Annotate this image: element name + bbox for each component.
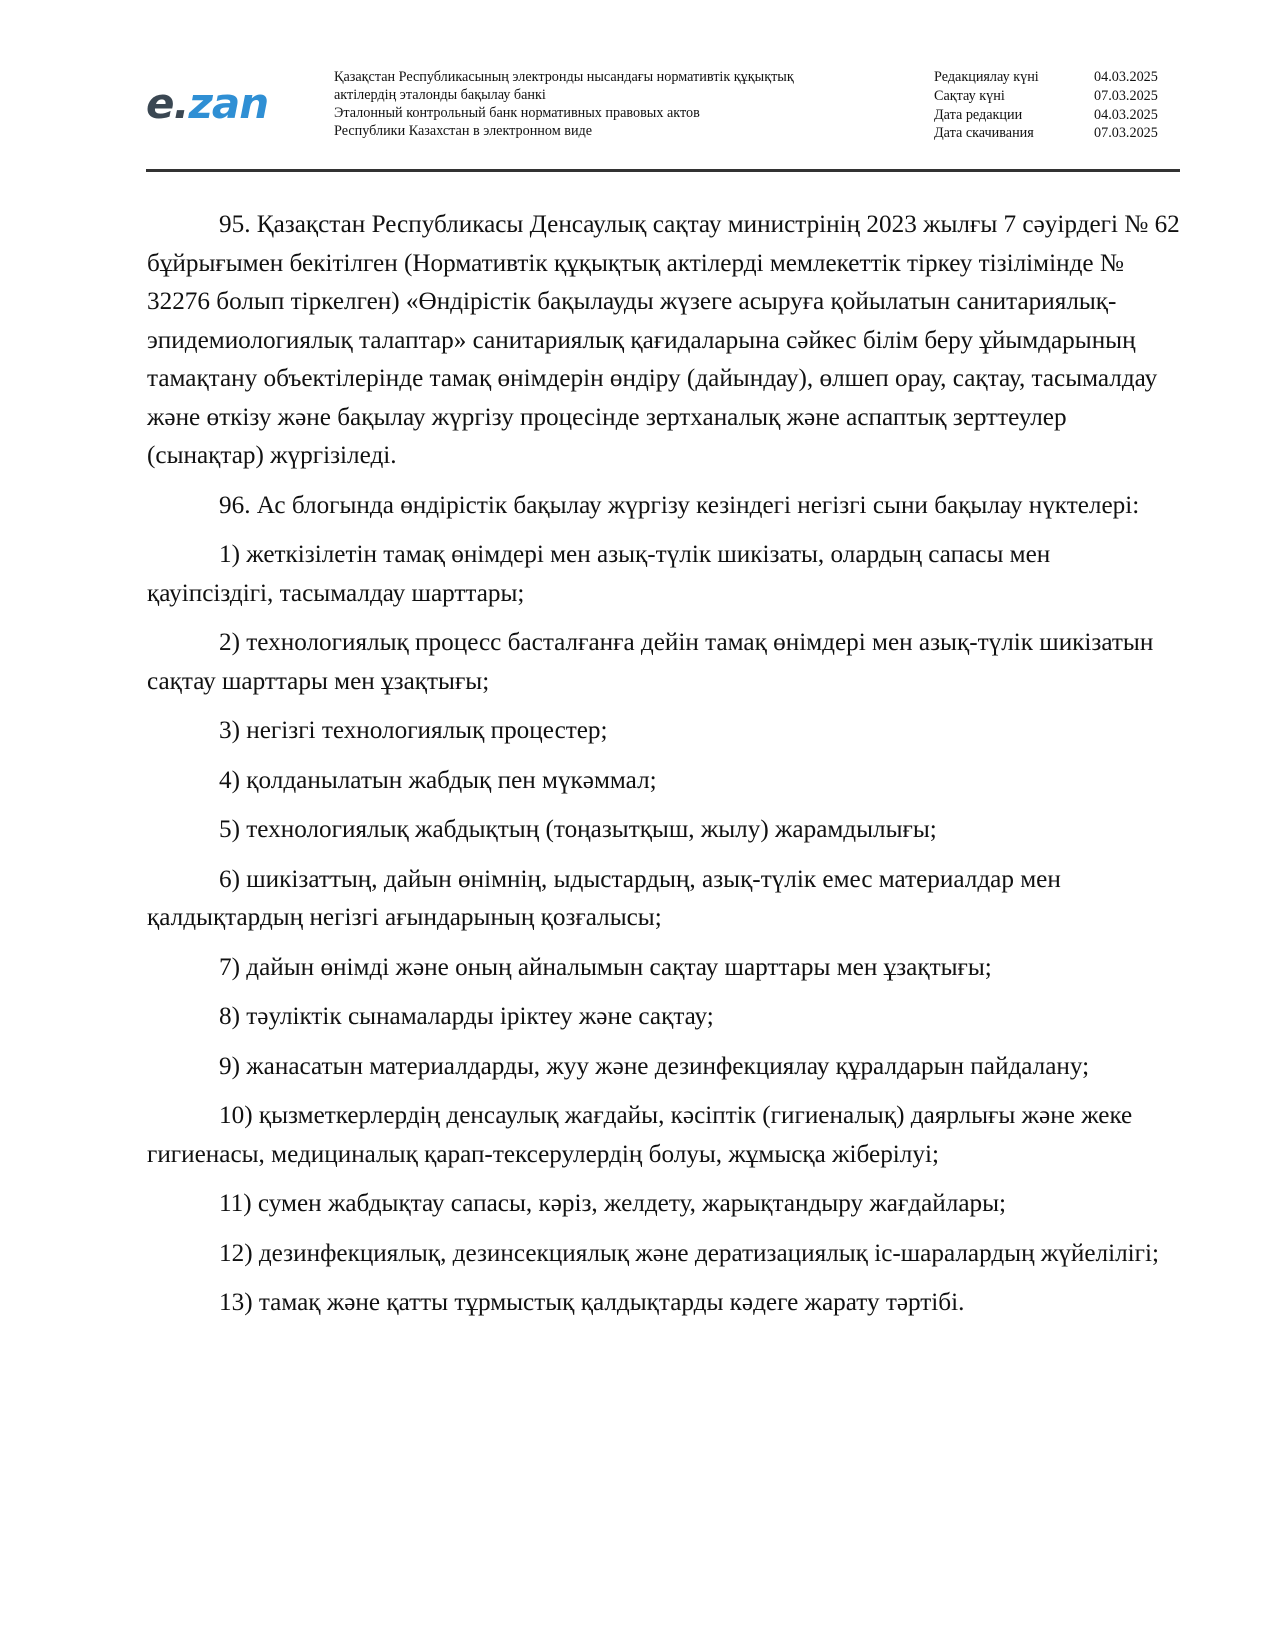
download-date-ru-row bbox=[934, 124, 1180, 143]
list-item-12: 12) дезинфекциялық, дезинсекциялық және дератизациялық іс-шаралардың жүйелілігі; bbox=[219, 1239, 1159, 1267]
edit-date-kz-row bbox=[934, 68, 1180, 87]
logo-text bbox=[146, 79, 268, 128]
ezan-logo bbox=[146, 76, 296, 128]
list-item-9: 9) жанасатын материалдарды, жуу және дезинфекциялау құралдарын пайдалану; bbox=[219, 1052, 1090, 1080]
document-header bbox=[146, 64, 1180, 172]
meta-value: 07.03.2025 bbox=[1094, 87, 1158, 104]
list-item-11: 11) сумен жабдықтау сапасы, кәріз, желдету, жарықтандыру жағдайлары; bbox=[219, 1190, 1007, 1217]
meta-label: Дата скачивания bbox=[934, 125, 1034, 142]
meta-value: 07.03.2025 bbox=[1094, 125, 1158, 142]
meta-label: Сақтау күні bbox=[934, 87, 1005, 104]
paragraph-95: 95. Қазақстан Республикасы Денсаулық сақтау министрінің 2023 жылғы 7 сәуірдегі № 62 бұйрығымен бекітілген (Нормативтік құқықтық актілерді мемлекеттік тіркеу тізілімінде № 32276 болып тіркелген) «Өндірістік бақылауды жүзеге асыруға қойылатын санитариялық-эпидемиологиялық талаптар» санитариялық қағидаларына сәйкес білім беру ұйымдарының тамақтану объектілерінде тамақ өнімдерін өндіру (дайындау), өлшеп орау, сақтау, тасымалдау және өткізу және бақылау жүргізу процесінде зертханалық және аспаптық зерттеулер (сынақтар) жүргізіледі. bbox=[147, 211, 1180, 469]
document-body bbox=[147, 206, 1180, 1334]
meta-value: 04.03.2025 bbox=[1094, 106, 1158, 123]
list-item-8: 8) тәуліктік сынамаларды іріктеу және сақтау; bbox=[219, 1003, 714, 1030]
list-item-3: 3) негізгі технологиялық процестер; bbox=[219, 717, 608, 744]
logo-text-zan: zan bbox=[188, 79, 269, 128]
header-divider bbox=[146, 169, 1180, 172]
header-line: Қазақстан Республикасының электронды нысандағы нормативтік құқықтық bbox=[334, 69, 794, 85]
list-item-10: 10) қызметкерлердің денсаулық жағдайы, кәсіптік (гигиеналық) даярлығы және жеке гигиенасы, медициналық қарап-тексерулердің болуы, жұмысқа жіберілуі; bbox=[147, 1102, 1133, 1168]
list-item-2: 2) технологиялық процесс басталғанға дейін тамақ өнімдері мен азық-түлік шикізатын сақтау шарттары мен ұзақтығы; bbox=[147, 629, 1154, 695]
meta-label: Редакциялау күні bbox=[934, 69, 1039, 85]
list-item-5: 5) технологиялық жабдықтың (тоңазытқыш, жылу) жарамдылығы; bbox=[219, 816, 937, 843]
list-item-7: 7) дайын өнімді және оның айналымын сақтау шарттары мен ұзақтығы; bbox=[219, 953, 992, 981]
header-line: актілердің эталонды бақылау банкі bbox=[334, 87, 546, 103]
edit-date-ru-row bbox=[934, 106, 1180, 125]
list-item-13: 13) тамақ және қатты тұрмыстық қалдықтарды кәдеге жарату тәртібі. bbox=[219, 1289, 965, 1316]
list-item-6: 6) шикізаттың, дайын өнімнің, ыдыстардың, азық-түлік емес материалдар мен қалдықтардың негізгі ағындарының қозғалысы; bbox=[147, 865, 1061, 931]
meta-value: 04.03.2025 bbox=[1094, 69, 1158, 85]
meta-label: Дата редакции bbox=[934, 106, 1023, 123]
header-line: Эталонный контрольный банк нормативных правовых актов bbox=[334, 105, 700, 121]
logo-text-e: e. bbox=[146, 79, 189, 128]
list-item-4: 4) қолданылатын жабдық пен мүкәммал; bbox=[219, 766, 657, 794]
paragraph-96: 96. Ас блогында өндірістік бақылау жүргізу кезіндегі негізгі сыни бақылау нүктелері: bbox=[219, 491, 1140, 519]
header-description bbox=[334, 68, 894, 140]
save-date-kz-row bbox=[934, 87, 1180, 106]
header-dates bbox=[934, 68, 1180, 143]
header-line: Республики Казахстан в электронном виде bbox=[334, 123, 593, 139]
list-item-1: 1) жеткізілетін тамақ өнімдері мен азық-түлік шикізаты, олардың сапасы мен қауіпсіздігі, тасымалдау шарттары; bbox=[147, 541, 1051, 607]
